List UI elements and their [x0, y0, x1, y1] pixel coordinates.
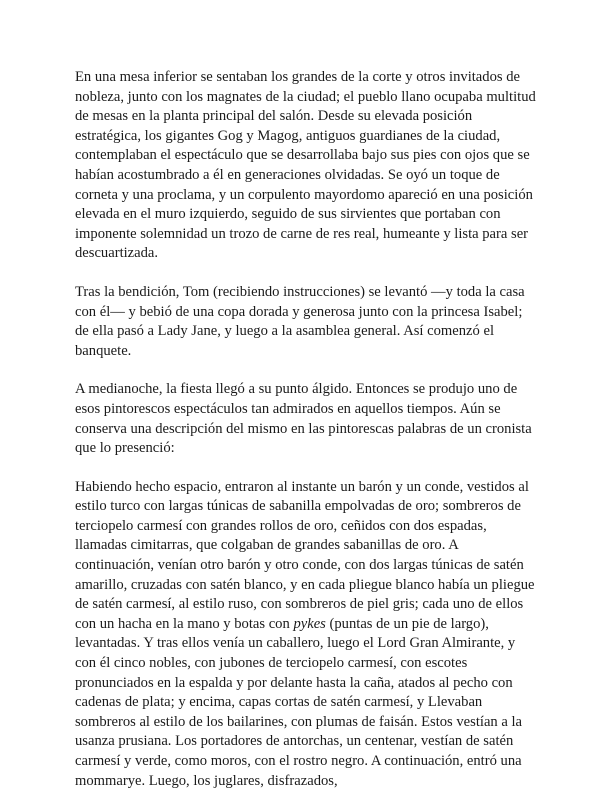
- paragraph-2: Tras la bendición, Tom (recibiendo instrucciones) se levantó —y toda la casa con él— y bebió de una copa dorada y generosa junto con la princesa Isabel; de ella pasó a Lady Jane, y luego a la asamblea general. Así comenzó el banquete.: [75, 283, 525, 359]
- paragraph-3: A medianoche, la fiesta llegó a su punto álgido. Entonces se produjo uno de esos pintorescos espectáculos tan admirados en aquellos tiempos. Aún se conserva una descripción del mismo en las pintorescas palabras de un cronista que lo presenció:: [75, 381, 532, 457]
- paragraph-4: [75, 478, 537, 791]
- paragraph-4-text-start: Habiendo hecho espacio, entraron al instante un barón y un conde, vestidos al estilo turco con largas túnicas de sabanilla empolvadas de oro; sombreros de terciopelo carmesí con grandes rollos de oro, ceñidos con dos espadas, llamadas cimitarras, que colgaban de grandes sabanillas de oro. A continuación, venían otro barón y otro conde, con dos largas túnicas de satén amarillo, cruzadas con satén blanco, y en cada pliegue blanco había un pliegue de satén carmesí, al estilo ruso, con sombreros de piel gris; cada uno de ellos con un hacha en la mano y botas con: [75, 478, 535, 632]
- paragraph-4-text-end: (puntas de un pie de largo), levantadas. Y tras ellos venía un caballero, luego el Lord Gran Almirante, y con él cinco nobles, con jubones de terciopelo carmesí, con escotes pronunciados en la espalda y por delante hasta la caña, atados al pecho con cadenas de plata; y encima, capas cortas de satén carmesí, y Llevaban sombreros al estilo de los bailarines, con plumas de faisán. Estos vestían a la usanza prusiana. Los portadores de antorchas, un centenar, vestían de satén carmesí y verde, como moros, con el rostro negro. A continuación, entró una mommarye. Luego, los juglares, disfrazados,: [75, 615, 523, 789]
- paragraph-4-italic-word: pykes: [293, 615, 326, 632]
- document-page: [75, 68, 537, 791]
- paragraph-1: En una mesa inferior se sentaban los grandes de la corte y otros invitados de nobleza, junto con los magnates de la ciudad; el pueblo llano ocupaba multitud de mesas en la planta principal del salón. Desde su elevada posición estratégica, los gigantes Gog y Magog, antiguos guardianes de la ciudad, contemplaban el espectáculo que se desarrollaba bajo sus pies con ojos que se habían acostumbrado a él en generaciones olvidadas. Se oyó un toque de corneta y una proclama, y un corpulento mayordomo apareció en una posición elevada en el muro izquierdo, seguido de sus sirvientes que portaban con imponente solemnidad un trozo de carne de res real, humeante y lista para ser descuartizada.: [75, 69, 536, 262]
